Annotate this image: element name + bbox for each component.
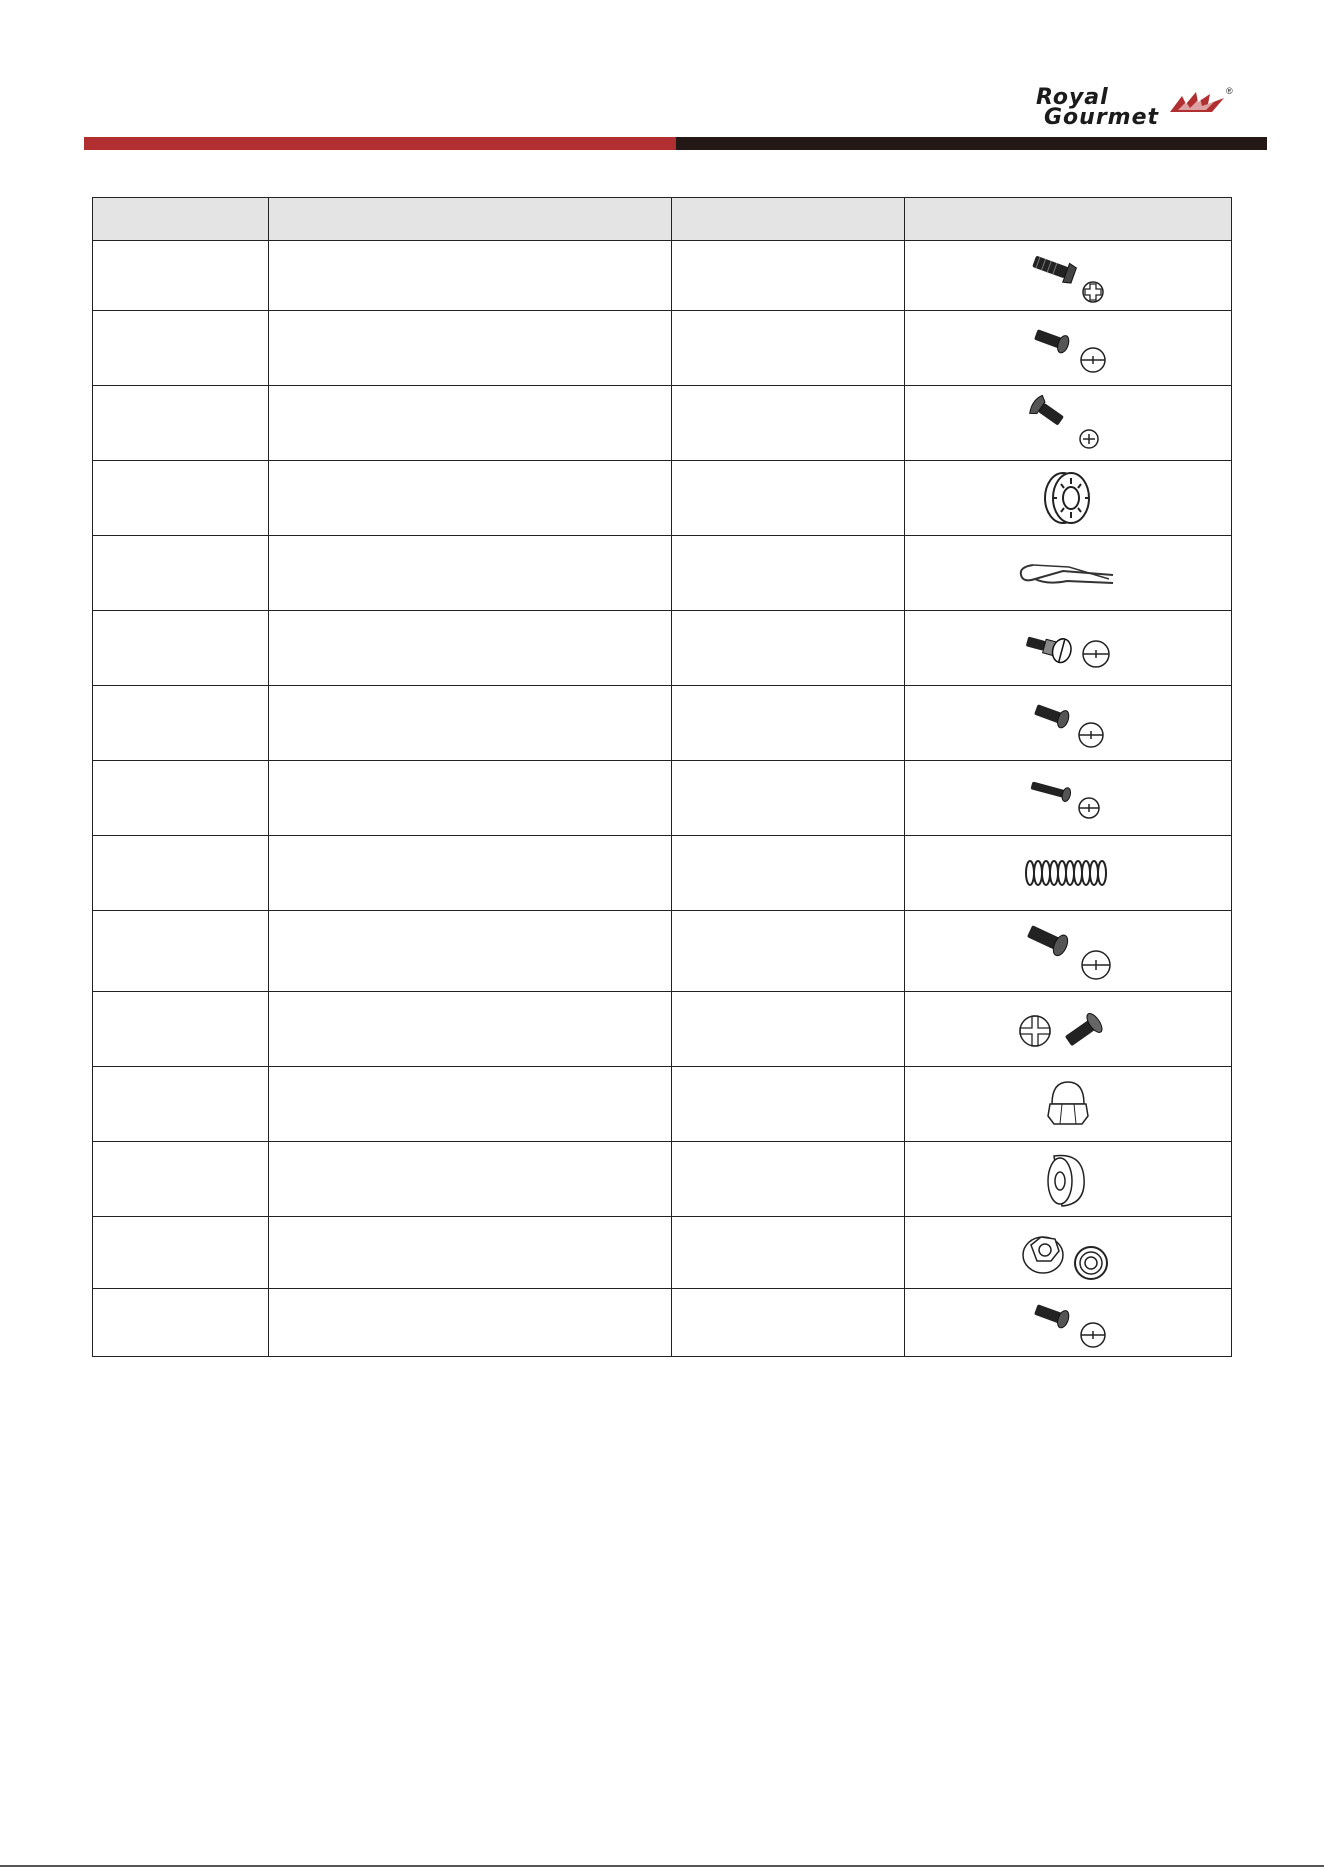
brand-logo (1030, 85, 1233, 132)
header-rule-red (84, 137, 676, 150)
table-row (93, 536, 1232, 611)
table-row (93, 611, 1232, 686)
table-row (93, 686, 1232, 761)
table-row (93, 836, 1232, 911)
shoulder-screw-icon (1018, 620, 1118, 676)
header-cell-4 (905, 198, 1232, 241)
truss-head-phillips-screw-icon (1023, 395, 1113, 451)
table-row (93, 1067, 1232, 1142)
compression-spring-icon (1018, 853, 1118, 893)
header-cell-2 (269, 198, 672, 241)
table-row (93, 1289, 1232, 1357)
table-header-row (93, 198, 1232, 241)
table-row (93, 241, 1232, 311)
table-row (93, 1142, 1232, 1217)
table-row (93, 1217, 1232, 1289)
rubber-grommet-icon (1033, 468, 1103, 528)
pan-head-phillips-screw-icon (1023, 320, 1113, 376)
hardware-parts-table (92, 197, 1232, 1357)
header-cell-3 (672, 198, 905, 241)
registered-mark: ® (1226, 86, 1233, 96)
table-row (93, 311, 1232, 386)
table-row (93, 992, 1232, 1067)
brand-name-line1: Royal (1036, 85, 1109, 110)
acorn-nut-icon (1038, 1074, 1098, 1134)
flame-logo-icon (1168, 90, 1226, 114)
flat-head-screw-icon (1013, 1001, 1123, 1057)
brand-name-line2: Gourmet (1044, 105, 1160, 130)
table-row (93, 911, 1232, 992)
pan-head-screw-icon (1023, 1295, 1113, 1351)
cone-washer-icon (1038, 1148, 1098, 1210)
header-cell-1 (93, 198, 269, 241)
pan-head-screw-icon (1023, 695, 1113, 751)
table-row (93, 386, 1232, 461)
table-row (93, 461, 1232, 536)
countersunk-phillips-screw-icon (1023, 248, 1113, 304)
cotter-pin-icon (1013, 553, 1123, 593)
header-rule-dark (676, 137, 1267, 150)
table-row (93, 761, 1232, 836)
page-footer-line (0, 1865, 1324, 1867)
flange-nut-and-washer-icon (1013, 1223, 1123, 1283)
small-pan-head-screw-icon (1023, 770, 1113, 826)
long-pan-head-screw-icon (1018, 919, 1118, 983)
